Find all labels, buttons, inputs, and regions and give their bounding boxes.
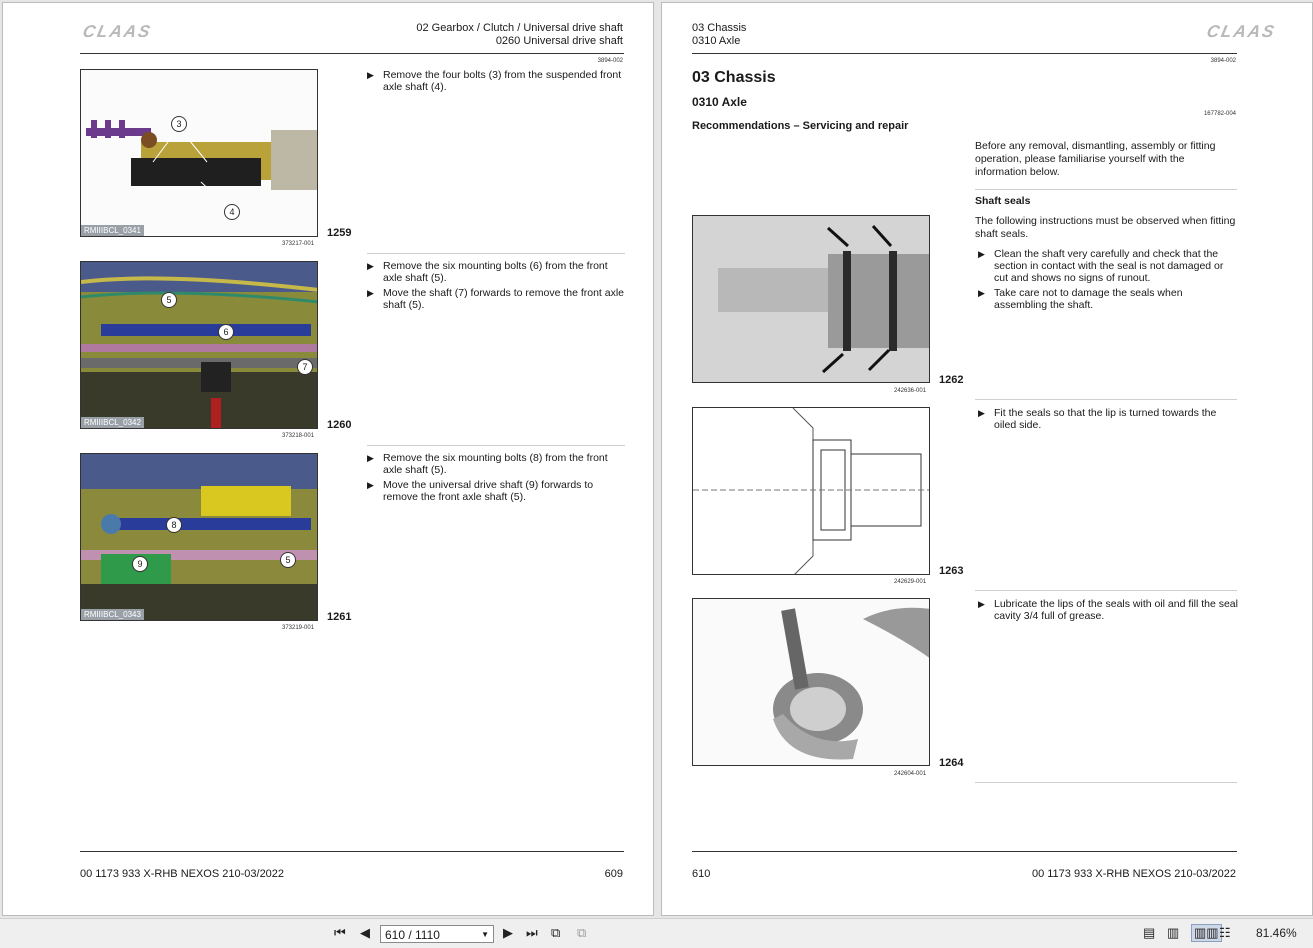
figure-number: 1260 [327,419,352,431]
right-page [661,2,1313,916]
shaft-seals-heading: Shaft seals [975,195,1031,207]
left-page [2,2,654,916]
figure-ref: 373217-001 [282,241,315,247]
divider [975,399,1237,400]
figure-ref: 373219-001 [282,625,315,631]
bullet-arrow-icon: ▶ [367,453,374,463]
footer-page-number: 610 [692,868,711,880]
zoom-level[interactable]: 81.46% [1256,926,1297,940]
header-chapter: 02 Gearbox / Clutch / Universal drive shaft [416,22,623,34]
step-item: ▶ Remove the six mounting bolts (8) from the front axle shaft (5). [367,452,608,476]
figure-1264 [692,598,930,766]
bullet-arrow-icon: ▶ [978,249,985,259]
continuous-view-icon[interactable]: ▥ [1167,925,1180,940]
page-header [692,22,746,48]
divider [975,782,1237,783]
steps-1261 [367,452,627,506]
callout-7: 7 [297,359,313,375]
callout-8: 8 [166,517,182,533]
figure-number: 1261 [327,611,352,623]
header-section: 0310 Axle [692,35,741,47]
continuous-facing-view-icon[interactable]: ☷ [1219,925,1231,940]
callout-6: 6 [218,324,234,340]
figure-ref: 242636-001 [894,388,927,394]
header-rule [692,53,1237,54]
grease-application-photo [693,599,930,766]
step-item: ▶ Move the universal drive shaft (9) forwards to remove the front axle shaft (5). [367,479,594,503]
figure-1260 [80,261,318,429]
claas-logo: CLAAS [81,22,154,41]
step-item: ▶ Move the shaft (7) forwards to remove the front axle shaft (5). [367,287,625,311]
step-item: ▶ Remove the four bolts (3) from the suspended front axle shaft (4). [367,69,622,93]
bullet-arrow-icon: ▶ [978,599,985,609]
footer-doc: 00 1173 933 X-RHB NEXOS 210-03/2022 [80,868,285,880]
viewer-toolbar [0,918,1313,948]
page-number-input[interactable]: 610 / 1110 ▼ [380,925,494,943]
header-rule [80,53,624,54]
callout-3: 3 [171,116,187,132]
steps-1259 [367,69,627,96]
divider [367,445,625,446]
steps-1260 [367,260,627,314]
steps-1263 [978,407,1238,434]
figure-1261 [80,453,318,621]
chevron-down-icon[interactable]: ▼ [481,930,489,939]
bullet-arrow-icon: ▶ [367,288,374,298]
step-item: ▶ Remove the six mounting bolts (6) from the front axle shaft (5). [367,260,608,284]
figure-caption: RMIIIBCL_0341 [81,225,144,236]
section-ref: 167782-004 [1203,111,1236,117]
figure-ref: 373218-001 [282,433,315,439]
header-ref: 3894-002 [597,58,623,64]
step-item: ▶ Take care not to damage the seals when assembling the shaft. [978,287,1183,311]
rotate-icon[interactable]: ⧉ [551,925,561,940]
next-page-icon[interactable]: ▶ [503,925,513,940]
footer-doc: 00 1173 933 X-RHB NEXOS 210-03/2022 [1031,868,1236,880]
callout-5: 5 [161,292,177,308]
drive-shaft-illustration [81,262,318,429]
figure-ref: 242629-001 [894,579,927,585]
figure-caption: RMIIIBCL_0342 [81,417,144,428]
divider [975,189,1237,190]
footer-page-number: 609 [604,868,623,880]
prev-page-icon[interactable]: ◀ [360,925,370,940]
header-chapter: 03 Chassis [692,22,747,34]
divider [367,253,625,254]
figure-caption: RMIIIBCL_0343 [81,609,144,620]
step-item: ▶ Lubricate the lips of the seals with oil and fill the seal cavity 3/4 full of grease. [978,598,1238,622]
header-ref: 3894-002 [1210,58,1236,64]
facing-view-icon[interactable]: ▥▥ [1191,924,1222,942]
shaft-seals-intro: The following instructions must be observed when fitting shaft seals. [975,215,1236,240]
first-page-icon[interactable]: ⏮ [334,925,346,940]
footer-rule [692,851,1237,852]
shaft-seal-photo [693,216,930,383]
figure-number: 1262 [939,374,964,386]
footer-rule [80,851,624,852]
callout-5: 5 [280,552,296,568]
two-page-icon[interactable]: ⧉ [577,925,587,940]
intro-text: Before any removal, dismantling, assembly or fitting operation, please familiarise yourself with the information below. [975,140,1216,178]
callout-4: 4 [224,204,240,220]
figure-number: 1263 [939,565,964,577]
figure-ref: 242604-001 [894,771,927,777]
figure-number: 1264 [939,757,964,769]
header-section: 0260 Universal drive shaft [495,35,623,47]
steps-1264 [978,598,1238,625]
figure-number: 1259 [327,227,352,239]
bullet-arrow-icon: ▶ [367,480,374,490]
bullet-arrow-icon: ▶ [367,261,374,271]
universal-drive-shaft-illustration [81,454,318,621]
steps-1262 [978,248,1238,314]
front-axle-illustration [81,70,318,237]
bullet-arrow-icon: ▶ [367,70,374,80]
recommendations-heading: Recommendations – Servicing and repair [692,120,909,132]
single-page-view-icon[interactable]: ▤ [1143,925,1156,940]
callout-9: 9 [132,556,148,572]
claas-logo: CLAAS [1205,22,1279,41]
chapter-title: 03 Chassis [692,69,776,86]
seal-orientation-diagram [693,408,930,575]
section-title: 0310 Axle [692,95,747,109]
figure-1262 [692,215,930,383]
figure-1259 [80,69,318,237]
step-item: ▶ Clean the shaft very carefully and check that the section in contact with the seal is not damaged or cut and shows no signs of runout. [978,248,1224,284]
figure-1263 [692,407,930,575]
step-item: ▶ Fit the seals so that the lip is turned towards the oiled side. [978,407,1217,431]
bullet-arrow-icon: ▶ [978,288,985,298]
divider [975,590,1237,591]
page-header [416,22,623,48]
bullet-arrow-icon: ▶ [978,408,985,418]
last-page-icon[interactable]: ⏭ [526,925,538,940]
